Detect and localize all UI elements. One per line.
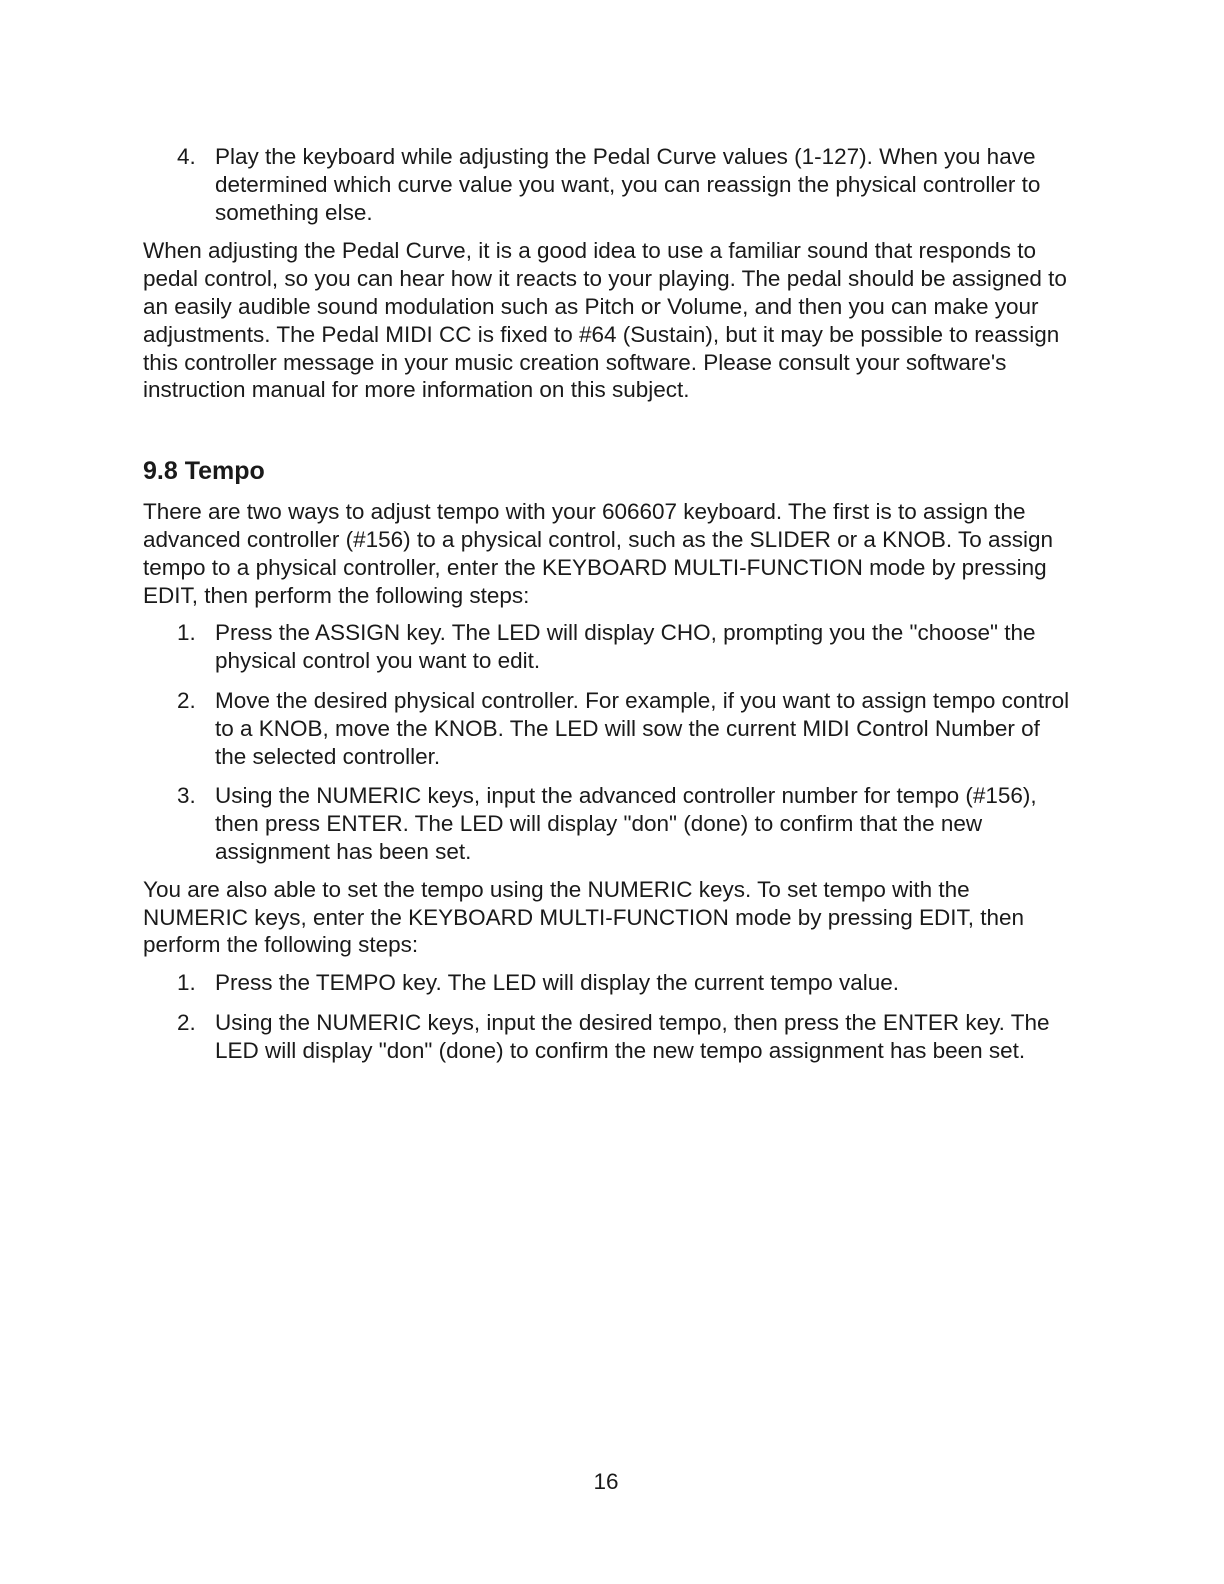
step-number: 2. [177,1009,196,1035]
list-item [143,969,1073,997]
list-item [143,619,1073,675]
list-item [143,687,1073,770]
step-number: 3. [177,783,196,809]
list-item [143,1009,1073,1065]
numeric-tempo-paragraph: You are also able to set the tempo using the NUMERIC keys. To set tempo with the NUMERIC keys, enter the KEYBOARD MULTI-FUNCTION mode by pressing EDIT, then perform the following steps: [143,876,1025,958]
step-text: Using the NUMERIC keys, input the advanced controller number for tempo (#156), then press ENTER. The LED will display "don" (done) to confirm that the new assignment has been set. [215,783,1037,864]
step-number: 1. [177,970,196,996]
page-number: 16 [593,1469,619,1494]
step-text: Press the TEMPO key. The LED will display the current tempo value. [215,970,900,996]
step-number: 2. [177,687,196,713]
continuing-steps-list [143,143,1073,226]
step-text: Using the NUMERIC keys, input the desired tempo, then press the ENTER key. The LED will display "don" (done) to confirm the new tempo assignment has been set. [215,1009,1050,1063]
step-number: 4. [177,144,196,169]
step-number: 1. [177,620,196,646]
section-title: 9.8 Tempo [143,457,265,486]
step-text: Move the desired physical controller. For example, if you want to assign tempo control to a KNOB, move the KNOB. The LED will sow the current MIDI Control Number of the selected controller. [215,687,1070,769]
list-item [143,143,1073,226]
pedal-curve-paragraph: When adjusting the Pedal Curve, it is a good idea to use a familiar sound that responds to pedal control, so you can hear how it reacts to your playing. The pedal should be assigned to an easily audible sound modulation such as Pitch or Volume, and then you can make your adjustments. The Pedal MIDI CC is fixed to #64 (Sustain), but it may be possible to reassign this controller message in your music creation software. Please consult your software's instruction manual for more information on this subject. [143,238,1067,403]
step-text: Press the ASSIGN key. The LED will display CHO, prompting you the "choose" the physical control you want to edit. [215,620,1036,674]
list-item [143,782,1073,865]
tempo-intro-paragraph: There are two ways to adjust tempo with your 606607 keyboard. The first is to assign the advanced controller (#156) to a physical control, such as the SLIDER or a KNOB. To assign tempo to a physical controller, enter the KEYBOARD MULTI-FUNCTION mode by pressing EDIT, then perform the following steps: [143,499,1054,608]
assign-tempo-steps-list [143,619,1073,865]
step-text: Play the keyboard while adjusting the Pedal Curve values (1-127). When you have determined which curve value you want, you can reassign the physical controller to something else. [215,144,1041,225]
page-content [143,143,1073,1077]
numeric-tempo-steps-list [143,969,1073,1064]
